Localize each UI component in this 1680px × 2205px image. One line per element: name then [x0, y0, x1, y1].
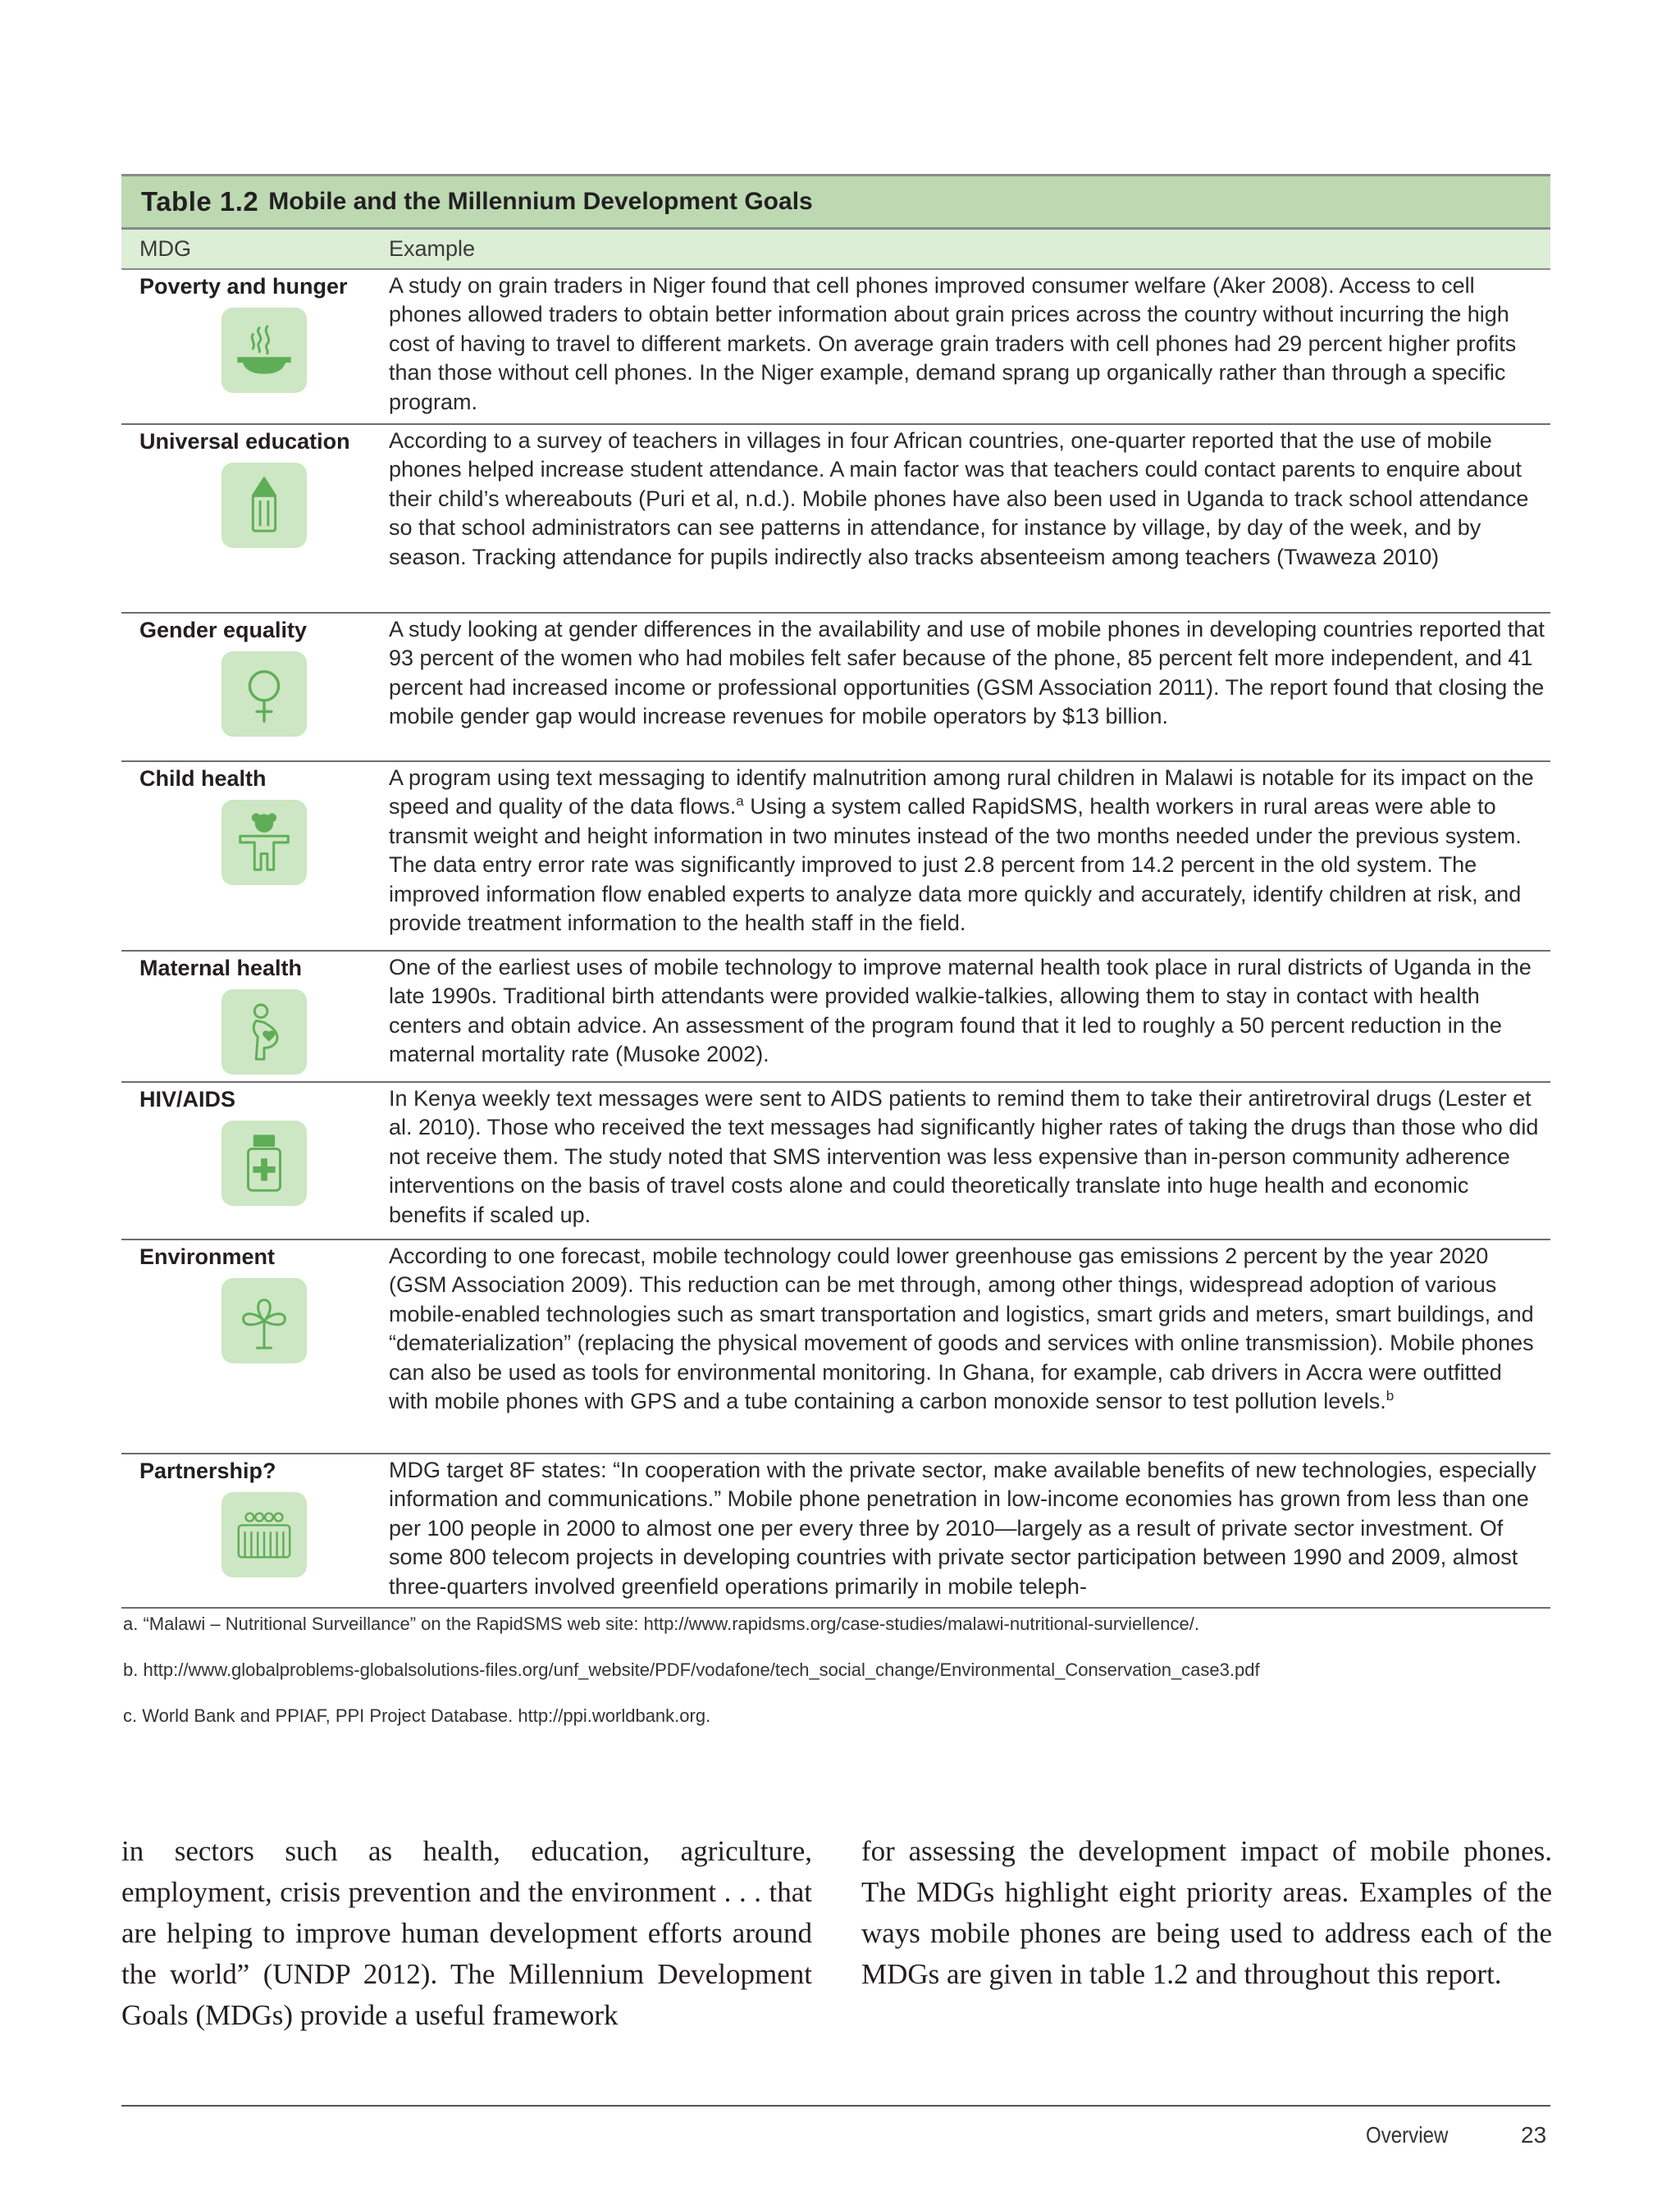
child-icon	[221, 800, 307, 885]
table-row	[121, 425, 1550, 614]
table-title-bar	[121, 174, 1550, 230]
example-cell	[389, 762, 1550, 950]
pregnant-woman-icon	[221, 989, 307, 1075]
mdg-label: Partnership?	[139, 1459, 276, 1483]
mdg-table	[121, 174, 1550, 1609]
mdg-cell	[121, 614, 389, 760]
table-title: Mobile and the Millennium Development Goals	[268, 188, 813, 215]
example-cell: One of the earliest uses of mobile technology to improve maternal health took place in rural districts of Uganda in the late 1990s. Traditional birth attendants were provided walkie-talkies, allowing them to stay in contact with health centers and obtain advice. An assessment of the program found that it led to roughly a 50 percent reduction in the maternal mortality rate (Musoke 2002).	[389, 955, 1532, 1067]
example-text: Using a system called RapidSMS, health workers in rural areas were able to transmit weight and height information in two minutes instead of the two months needed under the previous system. The data entry error rate was significantly improved to just 2.8 percent from 14.2 percent in the old system. The improved information flow enabled experts to analyze data more quickly and accurately, identify children at risk, and provide treatment information to the health staff in the field.	[389, 794, 1522, 936]
table-number: Table 1.2	[141, 186, 259, 217]
mdg-cell	[121, 425, 389, 612]
body-column-left: in sectors such as health, education, agriculture, employment, crisis prevention and the environment . . . that are helping to improve human development efforts around the world” (UNDP 2012). The Millennium Development Goals (MDGs) provide a useful framework	[121, 1835, 812, 2031]
mdg-cell	[121, 1454, 389, 1607]
table-row	[121, 1240, 1550, 1454]
example-cell: A study looking at gender differences in the availability and use of mobile phones in developing countries reported that 93 percent of the women who had mobiles felt safer because of the phone, 85 percent felt more independent, and 41 percent had increased income or professional opportunities (GSM Association 2011). The report found that closing the mobile gender gap would increase revenues for mobile operators by $13 billion.	[389, 617, 1545, 729]
table-row	[121, 952, 1550, 1083]
pencil-icon	[221, 463, 307, 548]
note-b: b. http://www.globalproblems-globalsolutions-files.org/unf_website/PDF/vodafone/tech_social_change/Environmental_Conservation_case3.pdf	[123, 1659, 1260, 1680]
table-row	[121, 270, 1550, 425]
table-row	[121, 614, 1550, 762]
table-notes	[123, 1612, 1550, 1750]
example-cell: A study on grain traders in Niger found that cell phones improved consumer welfare (Aker 2008). Access to cell phones allowed traders to obtain better information about grain prices across the country without incurring the high cost of having to travel to different markets. On average grain traders with cell phones had 29 percent higher profits than those without cell phones. In the Niger example, demand sprang up organically rather than through a specific program.	[389, 273, 1517, 414]
mdg-label: Gender equality	[139, 618, 308, 642]
example-cell: According to a survey of teachers in villages in four African countries, one-quarter reported that the use of mobile phones helped increase student attendance. A main factor was that teachers could contact parents to enquire about their child’s whereabouts (Puri et al, n.d.). Mobile phones have also been used in Uganda to track school attendance so that school administrators can see patterns in attendance, for instance by village, by day of the week, and by season. Tracking attendance for pupils indirectly also tracks absenteeism among teachers (Twaweza 2010)	[389, 428, 1529, 569]
example-cell	[389, 1240, 1550, 1453]
mdg-cell	[121, 952, 389, 1081]
table-row	[121, 1454, 1550, 1609]
example-cell: MDG target 8F states: “In cooperation with the private sector, make available benefits of new technologies, especially information and communications.” Mobile phone penetration in low-income economies has grown from less than one per 100 people in 2000 to almost one per every three by 2010—largely as a result of private sector investment. Of some 800 telecom projects in developing countries with private sector participation between 1990 and 2009, almost three-quarters involved greenfield operations primarily in mobile teleph-	[389, 1458, 1536, 1599]
mdg-label: Environment	[139, 1244, 276, 1269]
mdg-cell	[121, 270, 389, 423]
table-row	[121, 1083, 1550, 1240]
mdg-label: Maternal health	[139, 956, 303, 980]
note-a: a. “Malawi – Nutritional Surveillance” on the RapidSMS web site: http://www.rapidsms.org/case-studies/malawi-nutritional-surviellence/.	[123, 1614, 1199, 1634]
group-of-people-icon	[221, 1492, 307, 1577]
example-text: A program using text messaging to identify malnutrition among rural children in Malawi is notable for its impact on the speed and quality of the data flows.	[389, 765, 1534, 819]
mdg-cell	[121, 762, 389, 950]
medicine-bottle-icon	[221, 1121, 307, 1206]
clover-icon	[221, 1278, 307, 1363]
page-number: 23	[1521, 2122, 1547, 2148]
table-column-headers	[121, 230, 1550, 270]
footnote-marker: b	[1386, 1388, 1395, 1404]
footer-divider	[121, 2105, 1550, 2107]
example-text: According to one forecast, mobile technology could lower greenhouse gas emissions 2 percent by the year 2020 (GSM Association 2009). This reduction can be met through, among other things, widespread adoption of various mobile-enabled technologies such as smart transportation and logistics, smart grids and meters, smart buildings, and “dematerialization” (replacing the physical movement of goods and services with online transmission). Mobile phones can also be used as tools for environmental monitoring. In Ghana, for example, cab drivers in Accra were outfitted with mobile phones with GPS and a tube containing a carbon monoxide sensor to test pollution levels.	[389, 1244, 1534, 1414]
mdg-cell	[121, 1083, 389, 1239]
body-column-right: for assessing the development impact of mobile phones. The MDGs highlight eight priority areas. Examples of the ways mobile phones are being used to address each of the MDGs are given in table 1.2 and throughout this report.	[861, 1835, 1552, 1990]
column-header-example: Example	[389, 236, 476, 261]
footnote-marker: a	[736, 793, 744, 810]
footer-section-name: Overview	[1366, 2122, 1449, 2148]
mdg-label: HIV/AIDS	[139, 1087, 236, 1112]
female-symbol-icon	[221, 651, 307, 737]
mdg-label: Universal education	[139, 429, 350, 454]
table-row	[121, 762, 1550, 952]
mdg-cell	[121, 1240, 389, 1453]
bowl-icon	[221, 308, 307, 393]
mdg-label: Child health	[139, 766, 267, 791]
mdg-label: Poverty and hunger	[139, 274, 348, 299]
note-c: c. World Bank and PPIAF, PPI Project Database. http://ppi.worldbank.org.	[123, 1705, 711, 1726]
column-header-mdg: MDG	[139, 236, 191, 261]
example-cell: In Kenya weekly text messages were sent to AIDS patients to remind them to take their antiretroviral drugs (Lester et al. 2010). Those who received the text messages had significantly higher rates of taking the drugs than those who did not receive them. The study noted that SMS intervention was less expensive than in-person community adherence interventions on the basis of travel costs alone and could theoretically translate into huge health and economic benefits if scaled up.	[389, 1086, 1539, 1227]
